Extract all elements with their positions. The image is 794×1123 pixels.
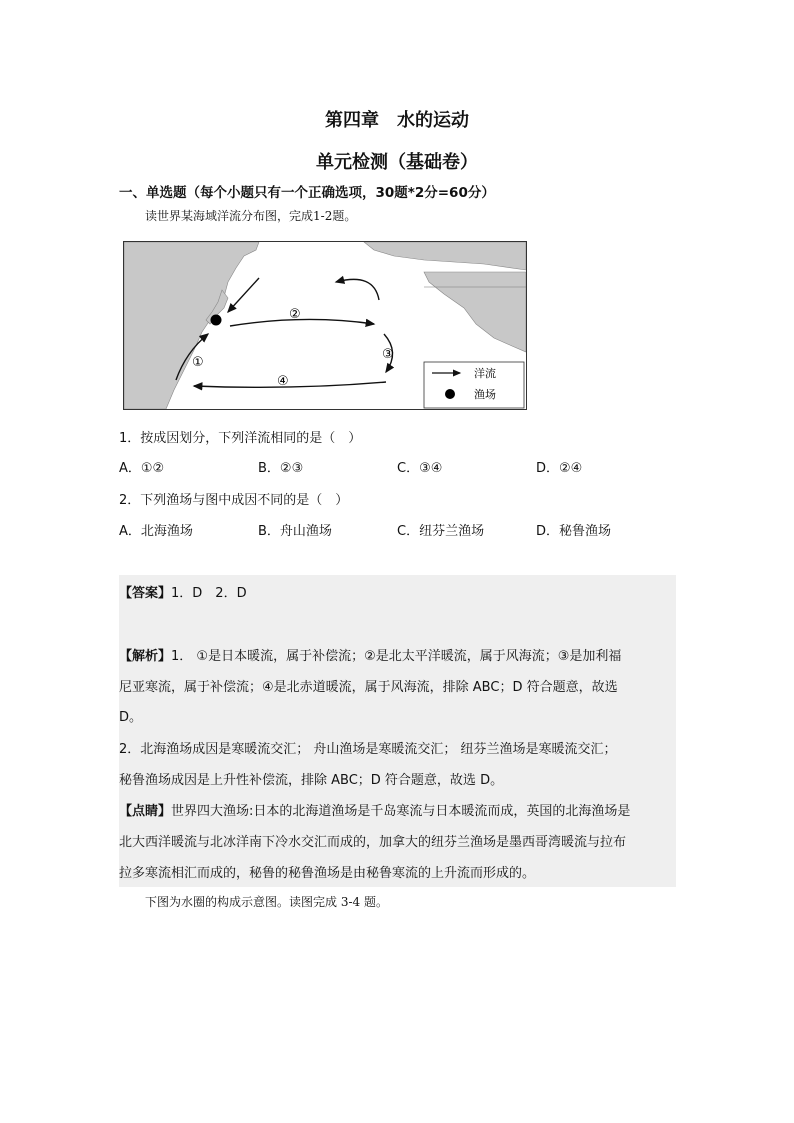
alaska-land	[364, 242, 526, 270]
answer-text: 1．D 2．D	[171, 586, 247, 601]
section-heading: 一、单选题（每个小题只有一个正确选项，30题*2分=60分）	[119, 185, 495, 201]
legend-fishery-label: 渔场	[474, 388, 496, 401]
label-2: ②	[289, 307, 301, 322]
analysis-line-1	[119, 645, 621, 664]
asia-land	[124, 242, 259, 409]
label-3: ③	[382, 347, 394, 362]
q1-option-b[interactable]: B．②③	[258, 461, 304, 476]
label-4: ④	[277, 374, 289, 389]
legend-fishery-dot	[445, 389, 455, 399]
analysis-text-1: 1． ①是日本暖流，属于补偿流；②是北太平洋暖流，属于风海流；③是加利福	[171, 649, 622, 664]
next-intro: 下图为水圈的构成示意图。读图完成 3-4 题。	[145, 895, 388, 909]
answer-label: 【答案】	[119, 586, 172, 601]
analysis-line-5: 秘鲁渔场成因是上升性补偿流，排除 ABC；D 符合题意，故选 D。	[119, 773, 504, 788]
q2-option-a[interactable]: A．北海渔场	[119, 524, 193, 539]
ocean-current-map-svg	[124, 242, 526, 409]
current-4-north-equatorial	[194, 382, 386, 387]
legend-current-label: 洋流	[474, 367, 496, 380]
q2-option-c[interactable]: C．纽芬兰渔场	[397, 524, 485, 539]
q2-option-b[interactable]: B．舟山渔场	[258, 524, 332, 539]
current-alaska	[336, 279, 379, 300]
fishery-dot	[211, 315, 222, 326]
answer-line	[119, 582, 247, 601]
q2-option-d[interactable]: D．秘鲁渔场	[536, 524, 612, 539]
comment-label: 【点睛】	[119, 804, 172, 819]
analysis-line-3: D。	[119, 710, 143, 725]
current-oyashio	[228, 278, 259, 312]
q1-option-d[interactable]: D．②④	[536, 461, 583, 476]
chapter-title: 第四章 水的运动	[325, 110, 469, 131]
question-2: 2．下列渔场与图中成因不同的是（ ）	[119, 493, 349, 508]
north-america-land	[424, 272, 526, 352]
comment-line-1	[119, 800, 630, 819]
analysis-line-4: 2．北海渔场成因是寒暖流交汇； 舟山渔场是寒暖流交汇； 纽芬兰渔场是寒暖流交汇；	[119, 742, 617, 757]
map-intro: 读世界某海域洋流分布图，完成1-2题。	[145, 209, 357, 223]
question-1: 1．按成因划分，下列洋流相同的是（ ）	[119, 431, 362, 446]
ocean-current-map	[123, 241, 527, 410]
comment-line-3: 拉多寒流相汇而成的，秘鲁的秘鲁渔场是由秘鲁寒流的上升流而形成的。	[119, 866, 536, 881]
comment-text-1: 世界四大渔场:日本的北海道渔场是千岛寒流与日本暖流而成，英国的北海渔场是	[171, 804, 631, 819]
test-title: 单元检测（基础卷）	[316, 152, 478, 173]
analysis-label: 【解析】	[119, 649, 172, 664]
q1-option-a[interactable]: A．①②	[119, 461, 165, 476]
analysis-line-2: 尼亚寒流，属于补偿流；④是北赤道暖流，属于风海流，排除 ABC；D 符合题意，故选	[119, 680, 618, 695]
current-2-north-pacific	[230, 319, 374, 326]
comment-line-2: 北大西洋暖流与北冰洋南下冷水交汇而成的，加拿大的纽芬兰渔场是墨西哥湾暖流与拉布	[119, 835, 627, 850]
q1-option-c[interactable]: C．③④	[397, 461, 443, 476]
label-1: ①	[192, 355, 204, 370]
current-north-loop	[334, 274, 381, 304]
